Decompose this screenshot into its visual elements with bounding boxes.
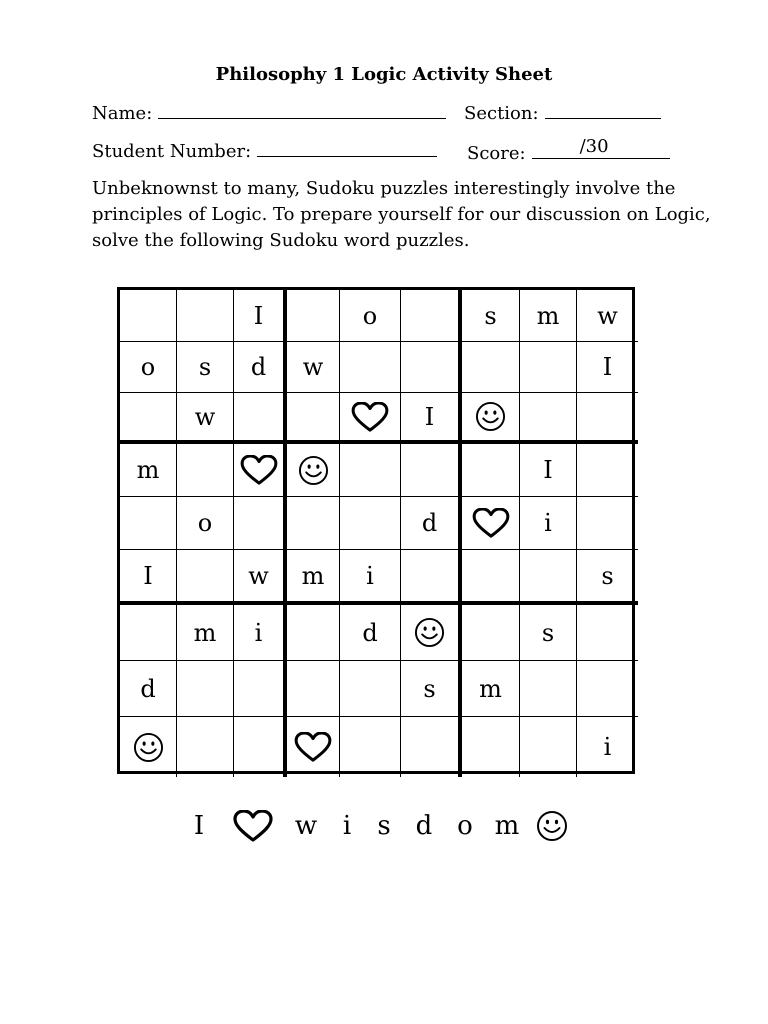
sudoku-cell-r7c4[interactable]: [287, 605, 340, 661]
cell-letter: w: [302, 353, 324, 381]
section-line: [464, 100, 661, 124]
legend-item: I: [193, 811, 205, 841]
cell-letter: d: [362, 618, 378, 647]
cell-letter: d: [421, 509, 438, 537]
sudoku-cell-r1c5: [340, 290, 401, 342]
score-line: [467, 138, 670, 164]
sudoku-cell-r8c3[interactable]: [234, 661, 287, 717]
cell-letter: o: [362, 301, 378, 330]
cell-letter: i: [544, 509, 552, 537]
sudoku-cell-r1c2[interactable]: [177, 290, 234, 342]
sudoku-cell-r3c2: [177, 393, 234, 444]
sudoku-cell-r2c3: [234, 342, 287, 393]
student-number-line: [92, 138, 437, 162]
sudoku-cell-r7c3: [234, 605, 287, 661]
sudoku-cell-r2c4: [287, 342, 340, 393]
section-field[interactable]: [545, 100, 661, 119]
sudoku-cell-r3c4[interactable]: [287, 393, 340, 444]
sudoku-cell-r5c5[interactable]: [340, 497, 401, 550]
sudoku-cell-r6c7[interactable]: [462, 550, 520, 605]
sudoku-cell-r5c9[interactable]: [577, 497, 638, 550]
name-field[interactable]: [158, 100, 446, 119]
sudoku-cell-r5c1[interactable]: [120, 497, 177, 550]
sudoku-grid: [117, 287, 635, 774]
sudoku-cell-r3c5: [340, 393, 401, 444]
sudoku-cell-r7c5: [340, 605, 401, 661]
sudoku-cell-r2c8[interactable]: [520, 342, 577, 393]
sudoku-cell-r9c3[interactable]: [234, 717, 287, 777]
sudoku-cell-r9c1: [120, 717, 177, 777]
cell-letter: i: [603, 733, 612, 761]
sudoku-cell-r4c9[interactable]: [577, 444, 638, 497]
sudoku-cell-r3c6: [401, 393, 462, 444]
sudoku-cell-r5c6: [401, 497, 462, 550]
cell-letter: i: [366, 561, 374, 590]
heart-icon: [294, 732, 332, 762]
cell-letter: s: [198, 353, 212, 381]
legend-heart-icon: [223, 810, 283, 842]
name-line: [92, 100, 446, 124]
sudoku-cell-r4c6[interactable]: [401, 444, 462, 497]
cell-letter: o: [197, 509, 213, 537]
sudoku-cell-r5c8: [520, 497, 577, 550]
smiley-icon: [298, 455, 329, 486]
sudoku-cell-r9c9: [577, 717, 638, 777]
sudoku-cell-r6c6[interactable]: [401, 550, 462, 605]
legend-item: w: [294, 811, 318, 841]
sudoku-cell-r5c4[interactable]: [287, 497, 340, 550]
sudoku-cell-r8c1: [120, 661, 177, 717]
sudoku-cell-r4c8: [520, 444, 577, 497]
sudoku-cell-r6c4: [287, 550, 340, 605]
sudoku-cell-r8c2[interactable]: [177, 661, 234, 717]
page-title: Philosophy 1 Logic Activity Sheet: [215, 64, 553, 85]
sudoku-cell-r6c8[interactable]: [520, 550, 577, 605]
sudoku-cell-r4c1: [120, 444, 177, 497]
cell-letter: o: [140, 353, 156, 381]
cell-letter: I: [253, 301, 264, 330]
sudoku-cell-r5c7: [462, 497, 520, 550]
sudoku-cell-r4c4: [287, 444, 340, 497]
cell-letter: m: [301, 561, 325, 590]
cell-letter: s: [484, 301, 497, 330]
legend-smiley-icon: [529, 810, 575, 842]
sudoku-cell-r3c1[interactable]: [120, 393, 177, 444]
sudoku-cell-r8c6: [401, 661, 462, 717]
cell-letter: s: [601, 561, 614, 590]
sudoku-cell-r9c2[interactable]: [177, 717, 234, 777]
symbol-legend: [175, 806, 575, 846]
sudoku-cell-r1c8: [520, 290, 577, 342]
sudoku-cell-r6c3: [234, 550, 287, 605]
sudoku-cell-r7c8: [520, 605, 577, 661]
cell-letter: d: [140, 674, 156, 703]
sudoku-cell-r9c6[interactable]: [401, 717, 462, 777]
sudoku-cell-r3c7: [462, 393, 520, 444]
legend-item: i: [342, 811, 352, 841]
sudoku-cell-r4c7[interactable]: [462, 444, 520, 497]
sudoku-cell-r3c8[interactable]: [520, 393, 577, 444]
sudoku-cell-r7c9[interactable]: [577, 605, 638, 661]
sudoku-cell-r8c5[interactable]: [340, 661, 401, 717]
sudoku-cell-r8c4[interactable]: [287, 661, 340, 717]
legend-item: m: [494, 811, 520, 841]
sudoku-cell-r2c1: [120, 342, 177, 393]
sudoku-cell-r1c4[interactable]: [287, 290, 340, 342]
sudoku-cell-r1c3: [234, 290, 287, 342]
sudoku-cell-r1c9: [577, 290, 638, 342]
sudoku-cell-r2c6[interactable]: [401, 342, 462, 393]
cell-letter: w: [248, 561, 269, 590]
sudoku-cell-r2c7[interactable]: [462, 342, 520, 393]
sudoku-cell-r7c2: [177, 605, 234, 661]
smiley-icon: [414, 617, 445, 648]
sudoku-cell-r4c5[interactable]: [340, 444, 401, 497]
sudoku-cell-r2c5[interactable]: [340, 342, 401, 393]
sudoku-cell-r7c7[interactable]: [462, 605, 520, 661]
cell-letter: i: [254, 618, 263, 647]
sudoku-cell-r4c2[interactable]: [177, 444, 234, 497]
heart-icon: [351, 402, 389, 432]
heart-icon: [472, 508, 510, 538]
sudoku-cell-r7c6: [401, 605, 462, 661]
sudoku-cell-r2c9: [577, 342, 638, 393]
smiley-icon: [133, 732, 164, 763]
cell-letter: I: [424, 402, 435, 431]
sudoku-cell-r1c7: [462, 290, 520, 342]
name-label: Name:: [92, 103, 153, 124]
sudoku-cell-r2c2: [177, 342, 234, 393]
student-number-label: Student Number:: [92, 141, 252, 162]
sudoku-cell-r4c3: [234, 444, 287, 497]
sudoku-cell-r6c2[interactable]: [177, 550, 234, 605]
sudoku-cell-r9c7[interactable]: [462, 717, 520, 777]
sudoku-cell-r5c2: [177, 497, 234, 550]
intro-text: Unbeknownst to many, Sudoku puzzles interestingly involve the principles of Logic. To prepare yourself for our discussion on Logic, solve the following Sudoku word puzzles.: [92, 178, 711, 251]
sudoku-cell-r8c7: [462, 661, 520, 717]
sudoku-cell-r9c8[interactable]: [520, 717, 577, 777]
sudoku-cell-r3c9[interactable]: [577, 393, 638, 444]
score-total: /30: [579, 136, 609, 157]
sudoku-cell-r1c6[interactable]: [401, 290, 462, 342]
cell-letter: m: [479, 674, 502, 703]
score-field[interactable]: [532, 138, 670, 159]
student-number-field[interactable]: [257, 138, 437, 157]
cell-letter: w: [194, 402, 216, 431]
smiley-icon: [475, 401, 506, 432]
sudoku-cell-r8c9[interactable]: [577, 661, 638, 717]
cell-letter: w: [597, 301, 618, 330]
cell-letter: I: [543, 456, 553, 484]
score-label: Score:: [467, 143, 526, 164]
legend-item: o: [457, 811, 473, 841]
sudoku-cell-r5c3[interactable]: [234, 497, 287, 550]
legend-item: d: [415, 811, 433, 841]
sudoku-cell-r9c5[interactable]: [340, 717, 401, 777]
sudoku-cell-r8c8[interactable]: [520, 661, 577, 717]
cell-letter: m: [136, 456, 160, 484]
cell-letter: m: [193, 618, 217, 647]
cell-letter: I: [143, 561, 153, 590]
sudoku-cell-r7c1[interactable]: [120, 605, 177, 661]
cell-letter: s: [423, 674, 436, 703]
sudoku-cell-r6c5: [340, 550, 401, 605]
cell-letter: I: [602, 353, 613, 381]
cell-letter: d: [250, 353, 267, 381]
cell-letter: m: [536, 301, 560, 330]
sudoku-cell-r9c4: [287, 717, 340, 777]
heart-icon: [240, 455, 278, 485]
sudoku-cell-r1c1[interactable]: [120, 290, 177, 342]
cell-letter: s: [541, 618, 555, 647]
sudoku-cell-r3c3[interactable]: [234, 393, 287, 444]
sudoku-cell-r6c9: [577, 550, 638, 605]
sudoku-cell-r6c1: [120, 550, 177, 605]
legend-item: s: [377, 811, 391, 841]
section-label: Section:: [464, 103, 539, 124]
